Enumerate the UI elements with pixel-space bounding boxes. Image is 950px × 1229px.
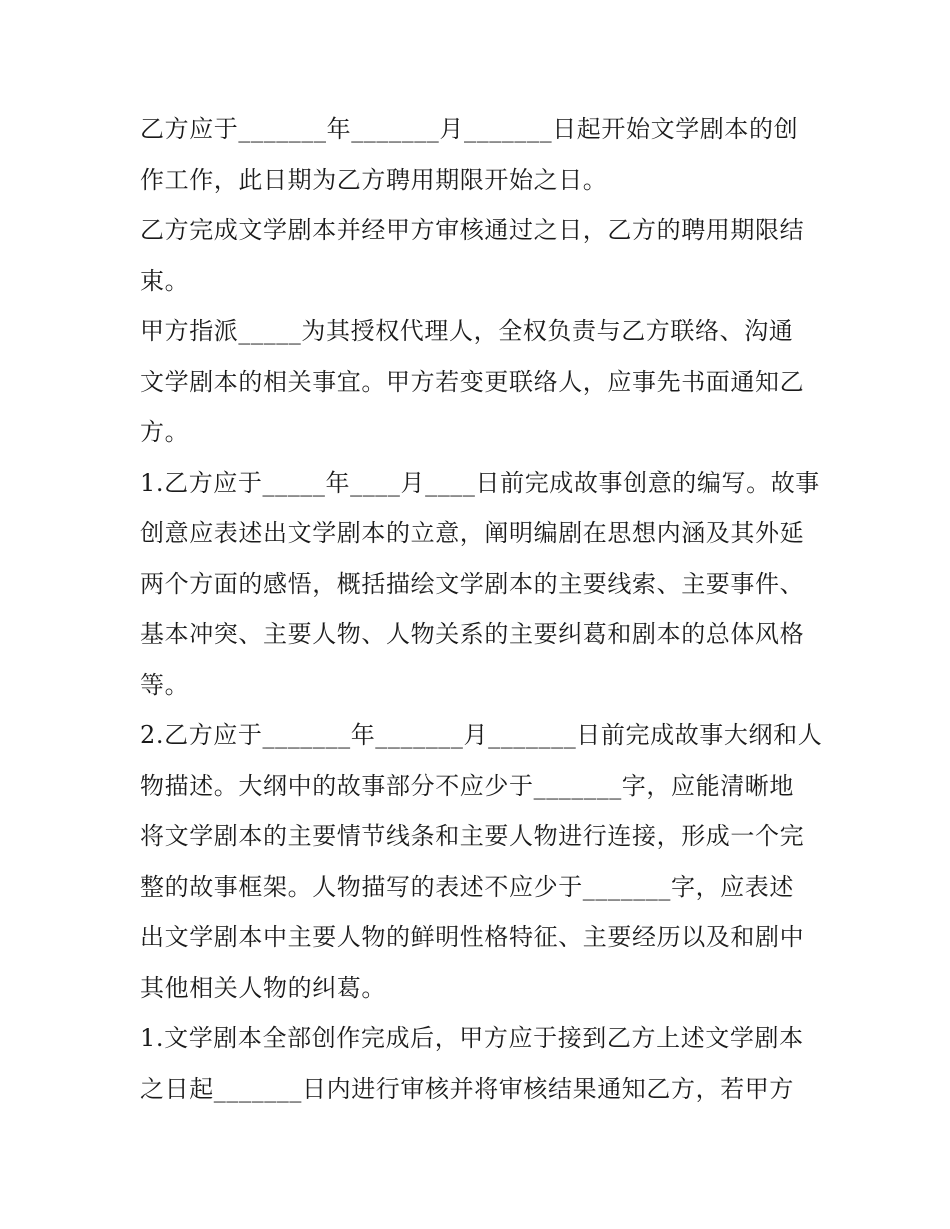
text-line: 乙方完成文学剧本并经甲方审核通过之日，乙方的聘用期限结: [140, 216, 805, 244]
text-line: 1.文学剧本全部创作完成后，甲方应于接到乙方上述文学剧本: [140, 1024, 804, 1052]
text-line: 其他相关人物的纠葛。: [140, 973, 386, 1002]
text-line: 将文学剧本的主要情节线条和主要人物进行连接，形成一个完: [140, 822, 805, 850]
text-line: 基本冲突、主要人物、人物关系的主要纠葛和剧本的总体风格: [140, 620, 805, 648]
text-line: 2.乙方应于_______年_______月_______日前完成故事大纲和人: [140, 721, 823, 749]
text-line: 文学剧本的相关事宜。甲方若变更联络人，应事先书面通知乙: [140, 367, 805, 396]
document-body: [140, 104, 823, 1114]
text-line: 束。: [140, 266, 190, 295]
text-line: 创意应表述出文学剧本的立意，阐明编剧在思想内涵及其外延: [140, 519, 805, 547]
text-line: 两个方面的感悟，概括描绘文学剧本的主要线索、主要事件、: [140, 569, 805, 598]
text-line: 出文学剧本中主要人物的鲜明性格特征、主要经历以及和剧中: [140, 923, 805, 951]
text-line: 等。: [140, 670, 190, 699]
text-line: 整的故事框架。人物描写的表述不应少于_______字，应表述: [140, 872, 794, 901]
text-line: 物描述。大纲中的故事部分不应少于_______字，应能清晰地: [140, 771, 794, 800]
text-line: 作工作，此日期为乙方聘用期限开始之日。: [140, 165, 608, 194]
text-line: 之日起_______日内进行审核并将审核结果通知乙方，若甲方: [140, 1074, 794, 1103]
text-line: 方。: [140, 418, 190, 446]
text-line: 乙方应于_______年_______月_______日起开始文学剧本的创: [140, 115, 799, 143]
text-line: 1.乙方应于_____年____月____日前完成故事创意的编写。故事: [140, 468, 820, 497]
text-line: 甲方指派_____为其授权代理人，全权负责与乙方联络、沟通: [140, 317, 794, 345]
